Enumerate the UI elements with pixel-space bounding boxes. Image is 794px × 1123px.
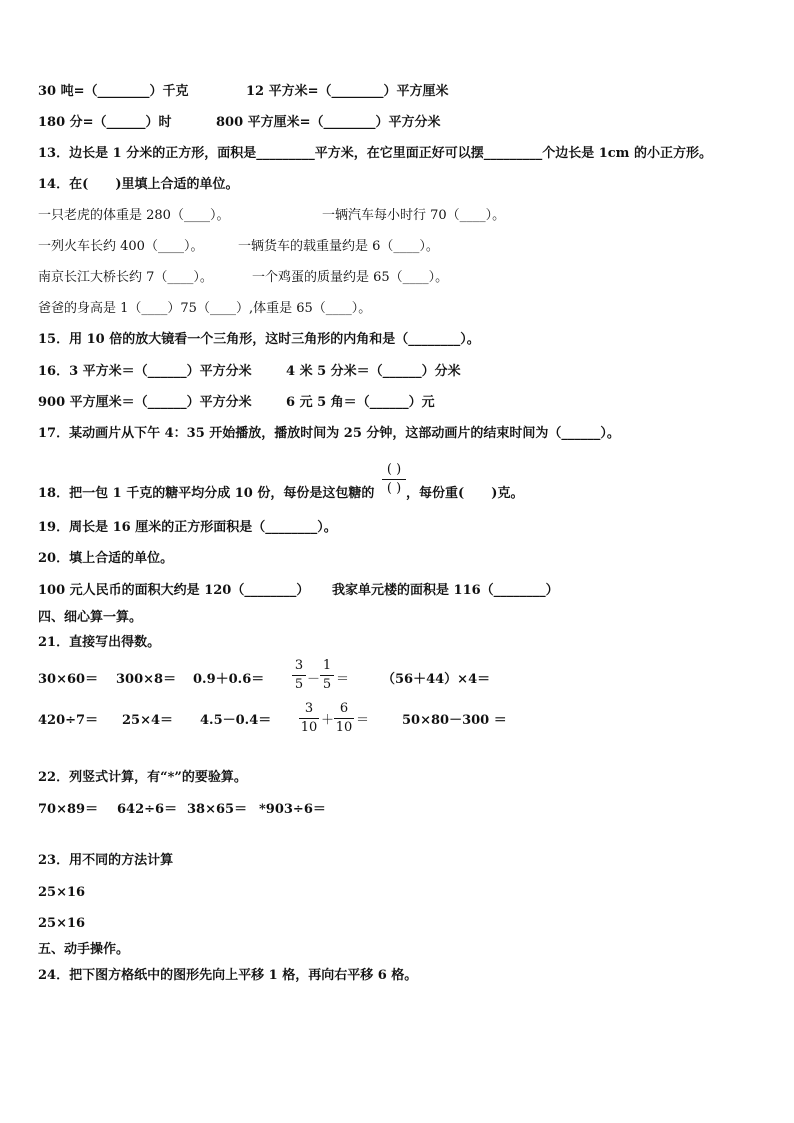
fraction-6-10-denominator: 10 xyxy=(335,720,353,735)
fraction-3-10 xyxy=(299,702,319,735)
calc-50x80minus300: 50×80－300 ＝ xyxy=(402,713,507,728)
q20-banknote-area: 100 元人民币的面积大约是 120（________） xyxy=(38,583,310,598)
calc-4.5minus0.4: 4.5－0.4＝ xyxy=(200,713,272,728)
conversion-min-hour: 180 分=（______）时 xyxy=(38,115,172,130)
question-20: 20．填上合适的单位。 xyxy=(38,551,174,566)
question-15: 15．用 10 倍的放大镜看一个三角形，这时三角形的内角和是（________）。 xyxy=(38,332,480,347)
q16-sqcm-sqdm: 900 平方厘米＝（______）平方分米 xyxy=(38,395,252,410)
question-23: 23．用不同的方法计算 xyxy=(38,853,174,868)
method-2-25x16: 25×16 xyxy=(38,916,86,931)
q18-fraction-denominator: ( ) xyxy=(386,481,402,496)
plus-sign: ＋ xyxy=(321,713,335,728)
calc-420div7: 420÷7＝ xyxy=(38,713,99,728)
q14-truck-load: 一辆货车的载重量约是 6（____）。 xyxy=(238,239,439,254)
question-19: 19．周长是 16 厘米的正方形面积是（________）。 xyxy=(38,520,337,535)
vertical-70x89: 70×89＝ xyxy=(38,802,99,817)
calc-0.9plus0.6: 0.9＋0.6＝ xyxy=(193,672,265,687)
q16-yuan-jiao: 6 元 5 角＝（______）元 xyxy=(286,395,435,410)
fraction-3-5-bar xyxy=(292,675,306,676)
q16-sqm-sqdm: 16．3 平方米＝（______）平方分米 xyxy=(38,364,252,379)
fraction-1-5-bar xyxy=(320,675,334,676)
fraction-6-10 xyxy=(334,702,354,735)
q18-fraction-numerator: ( ) xyxy=(386,462,402,477)
q18-fraction-bar xyxy=(382,479,406,480)
question-18-part1: 18．把一包 1 千克的糖平均分成 10 份，每份是这包糖的 xyxy=(38,486,375,501)
calc-25x4: 25×4＝ xyxy=(122,713,174,728)
fraction-1-5 xyxy=(320,659,334,692)
calc-300x8: 300×8＝ xyxy=(116,672,177,687)
question-24: 24．把下图方格纸中的图形先向上平移 1 格，再向右平移 6 格。 xyxy=(38,968,418,983)
calc-30x60: 30×60＝ xyxy=(38,672,99,687)
question-14: 14．在( )里填上合适的单位。 xyxy=(38,177,239,192)
question-13: 13．边长是 1 分米的正方形，面积是_________平方米，在它里面正好可以摆_________个边长是 1cm 的小正方形。 xyxy=(38,146,712,161)
conversion-ton-kg: 30 吨=（________）千克 xyxy=(38,84,189,99)
conversion-sqm-sqcm: 12 平方米=（________）平方厘米 xyxy=(246,84,449,99)
q16-m-dm: 4 米 5 分米＝（______）分米 xyxy=(286,364,461,379)
question-17: 17．某动画片从下午 4：35 开始播放，播放时间为 25 分钟，这部动画片的结束时间为（______）。 xyxy=(38,426,620,441)
conversion-sqcm-sqdm: 800 平方厘米=（________）平方分米 xyxy=(216,115,441,130)
vertical-642div6: 642÷6＝ xyxy=(117,802,178,817)
question-21: 21．直接写出得数。 xyxy=(38,635,161,650)
fraction-3-10-bar xyxy=(299,718,319,719)
fraction-3-5-denominator: 5 xyxy=(294,677,304,692)
fraction-1-5-denominator: 5 xyxy=(322,677,332,692)
calc-56plus44-times4: （56＋44）×4＝ xyxy=(382,672,491,687)
fraction-3-10-numerator: 3 xyxy=(304,701,314,716)
method-1-25x16: 25×16 xyxy=(38,885,86,900)
q14-train-length: 一列火车长约 400（____）。 xyxy=(38,239,204,254)
question-22: 22．列竖式计算，有“*”的要验算。 xyxy=(38,770,247,785)
fraction-3-5 xyxy=(292,659,306,692)
fraction-6-10-numerator: 6 xyxy=(339,701,349,716)
q14-car-speed: 一辆汽车每小时行 70（____）。 xyxy=(322,208,506,223)
minus-sign: － xyxy=(307,672,321,687)
q20-building-area: 我家单元楼的面积是 116（________） xyxy=(332,583,559,598)
vertical-903div6: *903÷6＝ xyxy=(259,802,326,817)
q14-egg-mass: 一个鸡蛋的质量约是 65（____）。 xyxy=(252,270,449,285)
equals-sign-2: ＝ xyxy=(356,713,370,728)
q14-bridge-length: 南京长江大桥长约 7（____）。 xyxy=(38,270,213,285)
question-18-part2: ，每份重( )克。 xyxy=(406,486,524,501)
fraction-3-5-numerator: 3 xyxy=(294,658,304,673)
fraction-6-10-bar xyxy=(334,718,354,719)
vertical-38x65: 38×65＝ xyxy=(187,802,248,817)
fraction-1-5-numerator: 1 xyxy=(322,658,332,673)
q18-fraction xyxy=(382,463,406,496)
q14-dad-height-weight: 爸爸的身高是 1（____）75（____）,体重是 65（____）。 xyxy=(38,301,372,316)
equals-sign-1: ＝ xyxy=(336,672,350,687)
section-4-title: 四、细心算一算。 xyxy=(38,610,143,625)
section-5-title: 五、动手操作。 xyxy=(38,942,130,957)
q14-tiger-weight: 一只老虎的体重是 280（____）。 xyxy=(38,208,230,223)
fraction-3-10-denominator: 10 xyxy=(300,720,318,735)
